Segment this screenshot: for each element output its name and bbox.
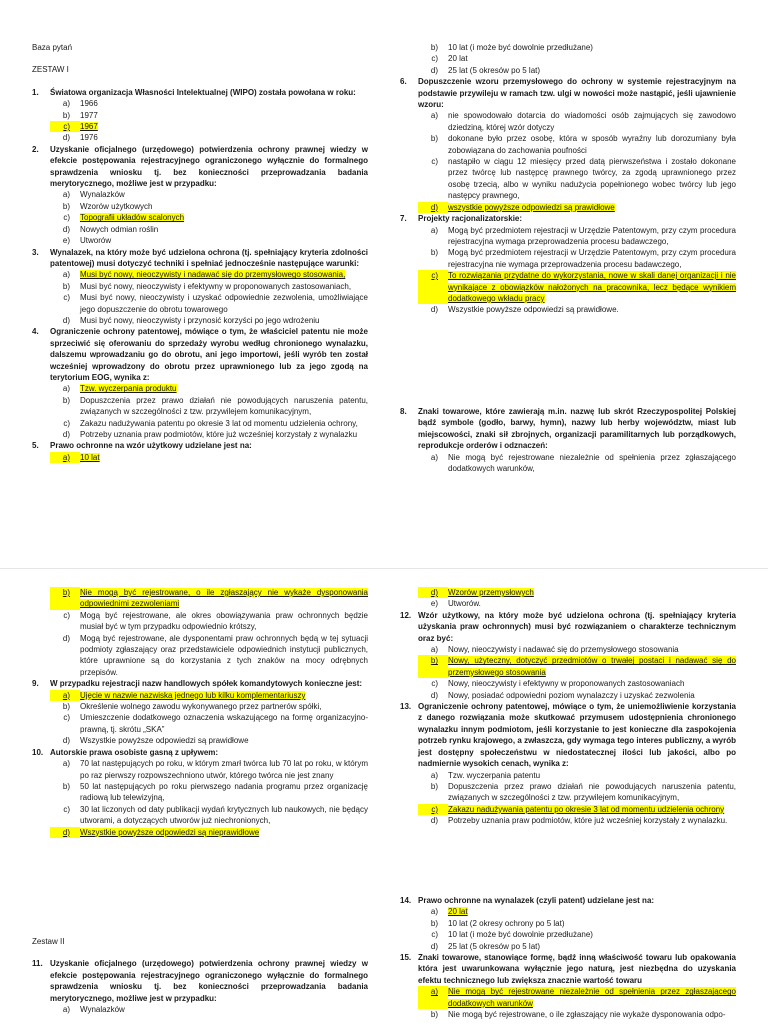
answer-option-correct: c) Topografii układów scalonych xyxy=(63,213,185,223)
answer-option-correct: a) Musi być nowy, nieoczywisty i nadawać się do przemysłowego stosowania, xyxy=(62,270,346,280)
question-number: 15. xyxy=(400,953,412,963)
question-11 xyxy=(32,958,368,1015)
answer-option: a) Nowy, nieoczywisty i nadawać się do przemysłowego stosowania xyxy=(430,645,679,655)
question-number: 1. xyxy=(32,87,39,97)
question-14 xyxy=(400,895,736,952)
question-5 xyxy=(32,440,368,463)
answer-option: b) 1977 xyxy=(62,110,98,120)
answer-option: d) 1976 xyxy=(62,133,98,143)
answer-option: b) Dopuszczenia przez prawo działań nie powodujących naruszenia patentu, związanych w szczególności z tzw. przywilejem komunikacyjnym, xyxy=(62,395,368,417)
answer-option-correct: c) To rozwiązania przydatne do wykorzystania, nowe w skali danej organizacji i nie wynikające z obowiązków nałożonych na pracownika, lecz będące wynikiem dodatkowego wkładu pracy xyxy=(418,270,736,304)
question-text: Prawo ochronne na wynalazek (czyli patent) udzielane jest na: xyxy=(418,896,655,905)
question-text: Znaki towarowe, stanowiące formę, bądź inną właściwość towaru lub opakowania która jest uwarunkowana wyłącznie jego naturą, jest niezbędna do uzyskania efektu technicznego lub zwiększa znacznie wartość towaru xyxy=(418,953,736,985)
answer-option: c) Nowy, nieoczywisty i efektywny w proponowanych zastosowaniach xyxy=(431,679,685,689)
question-3 xyxy=(32,247,368,327)
question-6 xyxy=(400,76,736,213)
question-text: Uzyskanie oficjalnego (urzędowego) potwierdzenia ochrony prawnej wiedzy w efekcie postępowania rejestracyjnego ograniczonego wyłącznie do formalnego sprawdzenia wniosku tj. bez konieczności przeprowadzania badania merytorycznego, możliwe jest w przypadku: xyxy=(50,959,368,1003)
answer-option: e) Utworów xyxy=(62,236,112,246)
question-8-continued xyxy=(32,587,368,678)
question-text: Autorskie prawa osobiste gasną z upływem: xyxy=(50,747,219,757)
question-number: 2. xyxy=(32,144,39,154)
question-text: Prawo ochronne na wzór użytkowy udzielane jest na: xyxy=(50,441,252,451)
question-text: Znaki towarowe, które zawierają m.in. nazwę lub skrót Rzeczypospolitej Polskiej bądź symbole (godło, barwy, hymn), nazwy lub herby województw, miast lub miejscowości, znaki sił zbrojnych, organizacji paramilitarnych lub porządkowych, reprodukcje orderów i odznaczeń: xyxy=(418,407,736,451)
answer-option-correct: a) Nie mogą być rejestrowane niezależnie od spełnienia przez zgłaszającego dodatkowych warunków xyxy=(418,986,736,1009)
answer-option: c) Musi być nowy, nieoczywisty i uzyskać odpowiednie zezwolenia, umożliwiające jego dopuszczenie do obrotu towarowego xyxy=(63,293,368,314)
answer-option: b) 50 lat następujących po roku pierwszego nadania programu przez organizację radiową lub telewizyjną, xyxy=(62,781,368,803)
question-text: Ograniczenie ochrony patentowej, mówiące o tym, że uniemożliwienie korzystania z danego rozwiązania może skutkować przymusem udostępnienia chronionego wynalazku innym podmiotom, jeśli korzystanie to jest konieczne dla zaspokojenia potrzeb rynku krajowego, a zwłaszcza, gdy wymaga tego interes publiczny, a wyrób jest dostępny społeczeństwu w niedostatecznej ilości lub jakości, albo po nadmiernie wysokich cenach, wynika z: xyxy=(418,702,736,769)
question-number: 14. xyxy=(400,896,412,905)
question-number: 3. xyxy=(32,247,39,257)
answer-option: d) Potrzeby uznania praw podmiotów, które już wcześniej korzystały z wynalazku xyxy=(62,430,358,439)
question-number: 5. xyxy=(32,441,39,451)
answer-option: c) Mogą być rejestrowane, ale okres obowiązywania praw ochronnych będzie musiał być w tym przypadku odpowiednio krótszy, xyxy=(63,610,368,632)
question-text: Uzyskanie oficjalnego (urzędowego) potwierdzenia ochrony prawnej wiedzy w efekcie postępowania rejestracyjnego ograniczonego wyłącznie do formalnego sprawdzenia wniosku tj. bez konieczności przeprowadzania badania merytorycznego, możliwe jest w przypadku: xyxy=(50,144,368,189)
question-text: W przypadku rejestracji nazw handlowych spółek komandytowych konieczne jest: xyxy=(50,679,363,689)
answer-option: b) Określenie wolnego zawodu wykonywanego przez partnerów spółki, xyxy=(62,702,322,712)
section-2 xyxy=(32,936,368,1015)
question-8 xyxy=(400,406,736,474)
question-1 xyxy=(32,87,368,144)
question-number: 6. xyxy=(400,77,407,87)
page1-right-column xyxy=(400,42,736,316)
question-text: Ograniczenie ochrony patentowej, mówiące o tym, że właściciel patentu nie może sprzeciwić się oferowaniu do sprzedaży wyrobu według chronionego wynalazku, dalszemu wprowadzaniu go do obrotu, ani jego importowi, jeśli wyrób ten został wcześniej wprowadzony do obrotu przez uprawnionego lub za jego zgodą na terytorium EOG, wynika z: xyxy=(50,327,368,382)
answer-option: a) Tzw. wyczerpania patentu xyxy=(430,770,541,780)
question-number: 10. xyxy=(32,747,44,757)
answer-option-correct: a) Ujęcie w nazwie nazwiska jednego lub kilku komplementariuszy xyxy=(50,690,368,701)
answer-option: b) Dopuszczenia przez prawo działań nie powodujących naruszenia patentu, związanych w szczególności z tzw. przywilejem komunikacyjnym, xyxy=(430,781,736,803)
page1-left-column xyxy=(32,42,368,463)
question-9 xyxy=(32,678,368,746)
section-heading: Zestaw II xyxy=(32,937,65,946)
answer-option: e) Utworów. xyxy=(430,599,481,609)
answer-option: b) Musi być nowy, nieoczywisty i efektywny w proponowanych zastosowaniach, xyxy=(62,281,352,291)
question-text: Wzór użytkowy, na który może być udzielona ochrona (tj. spełniający kryteria użyskania praw ochronnych) musi być rozwiązaniem o charakterze technicznym oraz być: xyxy=(418,610,736,643)
answer-option: b) Nie mogą być rejestrowane, o ile zgłaszający nie wykaże dysponowania odpo- xyxy=(430,1010,726,1020)
question-number: 4. xyxy=(32,327,39,337)
answer-option: d) Nowy, posiadać odpowiedni poziom wynalazczy i uzyskać zezwolenia xyxy=(430,690,695,700)
question-11-continued xyxy=(400,587,736,610)
question-number: 7. xyxy=(400,214,407,224)
answer-option: d) Nowych odmian roślin xyxy=(62,224,159,234)
question-13 xyxy=(400,701,736,826)
answer-option-correct: a) 20 lat xyxy=(430,907,468,917)
answer-option: d) Wszystkie powyższe odpowiedzi są prawidłowe. xyxy=(430,305,619,315)
answer-option-correct: a) 10 lat xyxy=(50,452,368,463)
answer-option: c) Zakazu nadużywania patentu po okresie 3 lat od momentu udzielenia ochrony, xyxy=(63,418,358,428)
question-12 xyxy=(400,610,736,701)
page2-left-column xyxy=(32,587,368,838)
answer-option-correct: b) Nie mogą być rejestrowane, o ile zgłaszający nie wykaże dysponowania odpowiednimi zezwoleniami xyxy=(50,587,368,610)
answer-option-correct: d) Wzorów przemysłowych xyxy=(418,587,736,598)
answer-option: a) nie spowodowało dotarcia do wiadomości osób zajmujących się zawodowo dziedziną, której wzór dotyczy xyxy=(430,111,736,132)
question-10 xyxy=(32,747,368,838)
question-4 xyxy=(32,326,368,440)
page2-right-bottom xyxy=(400,895,736,1020)
question-text: Światowa organizacja Własności Intelektualnej (WIPO) została powołana w roku: xyxy=(50,87,356,97)
section-heading: ZESTAW I xyxy=(32,65,69,75)
answer-option-correct: a) Tzw. wyczerpania produktu xyxy=(62,384,177,394)
answer-option: b) Wzorów użytkowych xyxy=(62,201,153,211)
question-number: 9. xyxy=(32,679,39,689)
answer-option: c) 20 lat xyxy=(431,54,468,64)
answer-option-correct: d) wszystkie powyższe odpowiedzi są prawidłowe xyxy=(418,202,736,213)
answer-option: d) Wszystkie powyższe odpowiedzi są prawidłowe xyxy=(62,736,249,746)
answer-option-correct: c) Zakazu nadużywania patentu po okresie 3 lat od momentu udzielenia ochrony xyxy=(418,804,736,815)
question-2 xyxy=(32,144,368,247)
question-text: Wynalazek, na który może być udzielona ochrona (tj. spełniający kryteria zdolności patentowej) musi dotyczyć techniki i spełniać jednocześnie następujące warunki: xyxy=(50,247,368,268)
document-title: Baza pytań xyxy=(32,43,73,52)
question-7 xyxy=(400,213,736,316)
answer-option: c) Umieszczenie dodatkowego oznaczenia wskazującego na formę organizacyjno-prawną, tj. skrótu „SKA” xyxy=(63,713,368,734)
answer-option-correct: b) Nowy, użyteczny, dotyczyć przedmiotów o trwałej postaci i nadawać się do przemysłowego stosowania xyxy=(418,655,736,678)
answer-option: a) Wynalazków xyxy=(62,1005,125,1015)
answer-option: b) 10 lat (i może być dowolnie przedłużane) xyxy=(430,43,593,52)
answer-option: a) Nie mogą być rejestrowane niezależnie od spełnienia przez zgłaszającego dodatkowych warunków, xyxy=(430,452,736,474)
answer-option-correct: c) 1967 xyxy=(50,121,368,132)
answer-option: d) 25 lat (5 okresów po 5 lat) xyxy=(430,941,541,951)
page2-right-column xyxy=(400,587,736,827)
answer-option: a) 1966 xyxy=(62,99,98,109)
answer-option: c) 30 lat liczonych od daty publikacji wydań krytycznych lub naukowych, nie będący utworami, a dotyczących utworów już niechronionych, xyxy=(63,804,368,826)
answer-option: a) Wynalazków xyxy=(62,190,125,200)
question-number: 12. xyxy=(400,610,412,620)
answer-option: d) Potrzeby uznania praw podmiotów, które już wcześniej korzystały z wynalazku. xyxy=(430,816,728,826)
answer-option: d) Mogą być rejestrowane, ale dysponentami praw ochronnych będą w tej sytuacji podmioty zgłaszający oraz przedstawiciele odpowiednich instytucji publicznych, które uprawnione są do korzystania z tych znaków na mocy odrębnych przepisów. xyxy=(62,633,368,677)
answer-option: b) Mogą być przedmiotem rejestracji w Urzędzie Patentowym, przy czym procedura rejestracyjna nie wymaga przeprowadzenia procesu badawczego, xyxy=(430,248,736,269)
answer-option: a) 70 lat następujących po roku, w którym zmarł twórca lub 70 lat po roku, w którym po raz pierwszy rozpowszechniono utwór, którego twórca nie jest znany xyxy=(62,759,368,780)
answer-option-correct: d) Wszystkie powyższe odpowiedzi są nieprawidłowe xyxy=(50,827,368,838)
answer-option: c) 10 lat (i może być dowolnie przedłużane) xyxy=(431,930,593,940)
answer-option: b) 10 lat (2 okresy ochrony po 5 lat) xyxy=(430,918,565,928)
answer-option: d) Musi być nowy, nieoczywisty i przynosić korzyści po jego wdrożeniu xyxy=(62,315,320,325)
answer-option: b) dokonane było przez osobę, która w sposób wyraźny lub dorozumiany była zobowiązana do zachowania poufności xyxy=(430,134,736,155)
page-divider xyxy=(0,568,768,569)
question-text: Projekty racjonalizatorskie: xyxy=(418,214,523,224)
answer-option: a) Mogą być przedmiotem rejestracji w Urzędzie Patentowym, przy czym procedura rejestracyjna wymaga przeprowadzenia procesu badawczego, xyxy=(430,225,736,246)
question-5-continued xyxy=(400,42,736,76)
question-15 xyxy=(400,952,736,1020)
answer-option: d) 25 lat (5 okresów po 5 lat) xyxy=(430,65,541,75)
question-number: 13. xyxy=(400,702,412,712)
question-text: Dopuszczenie wzoru przemysłowego do ochrony w systemie rejestracyjnym na podstawie przywileju w ramach tzw. ulgi w nowości może nastąpić, jeśli ujawnienie wzoru: xyxy=(418,77,736,110)
answer-option: c) nastąpiło w ciągu 12 miesięcy przed datą pierwszeństwa i zostało dokonane przez twórcę lub następcę prawnego twórcy, za zgodą uprawnionego przez osobę trzecią, albo w wyniku nadużycia popełnionego wobec twórcy lub jego następcy prawnego, xyxy=(431,157,736,201)
question-number: 8. xyxy=(400,407,407,416)
question-number: 11. xyxy=(32,959,43,969)
